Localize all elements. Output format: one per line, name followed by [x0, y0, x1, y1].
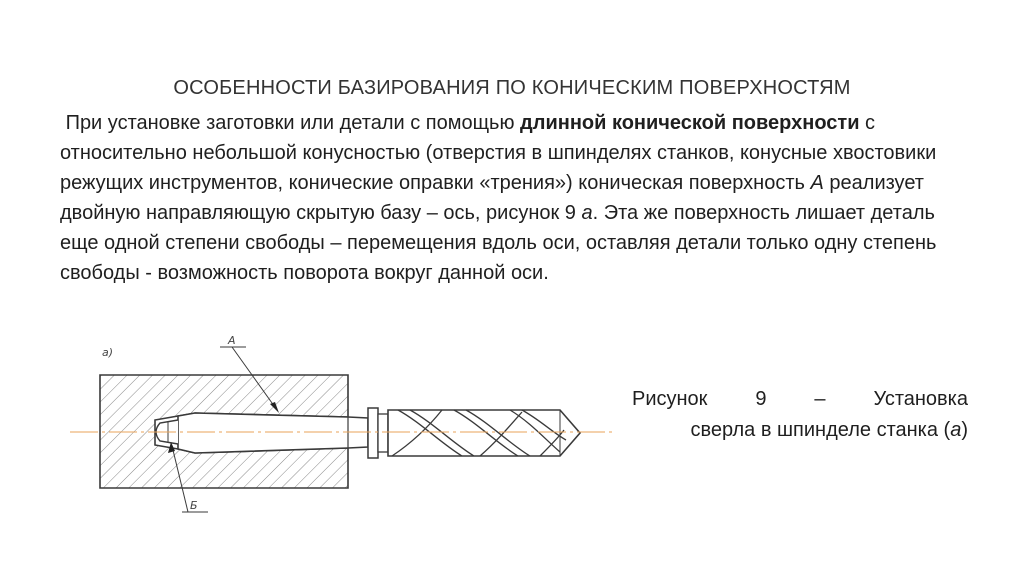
text-part-3: реализует двойную направляющую скрытую базу – ось, рисунок 9: [60, 172, 924, 224]
caption-word-7: ): [961, 419, 968, 441]
text-italic-a-fig: а: [581, 202, 593, 224]
slide-title: ОСОБЕННОСТИ БАЗИРОВАНИЯ ПО КОНИЧЕСКИМ ПОВЕРХНОСТЯМ: [173, 77, 851, 99]
caption-word-5: сверла в шпинделе станка (: [690, 419, 951, 441]
label-panel: а): [102, 346, 114, 359]
text-part-4: . Эта же поверхность лишает деталь еще одной степени свободы – перемещения вдоль оси, оставляя детали только одну степень свободы - возможность поворота вокруг данной оси.: [60, 202, 937, 284]
caption-word-6: а: [950, 419, 962, 441]
label-a: А: [228, 334, 236, 347]
body-paragraph: [60, 108, 970, 288]
taper-shank: [178, 413, 368, 453]
caption-word-4: Установка: [873, 388, 968, 410]
text-part-2: с относительно небольшой конусностью (отверстия в шпинделях станков, конусные хвостовики режущих инструментов, конические оправки «трения») коническая поверхность: [60, 112, 937, 194]
caption-line-1: [632, 384, 968, 415]
caption-word-2: 9: [755, 388, 767, 410]
caption-line-2: [632, 415, 968, 446]
caption-word-3: –: [814, 388, 826, 410]
text-bold-term: длинной конической поверхности: [520, 112, 860, 134]
label-b: Б: [190, 499, 198, 512]
drill-collar: [368, 408, 378, 458]
text-italic-a: А: [810, 172, 824, 194]
figure-caption: [632, 384, 968, 446]
caption-word-1: Рисунок: [632, 388, 708, 410]
text-part-1: При установке заготовки или детали с помощью: [65, 112, 521, 134]
technical-drawing: [70, 330, 615, 530]
drill-body: [388, 410, 580, 456]
